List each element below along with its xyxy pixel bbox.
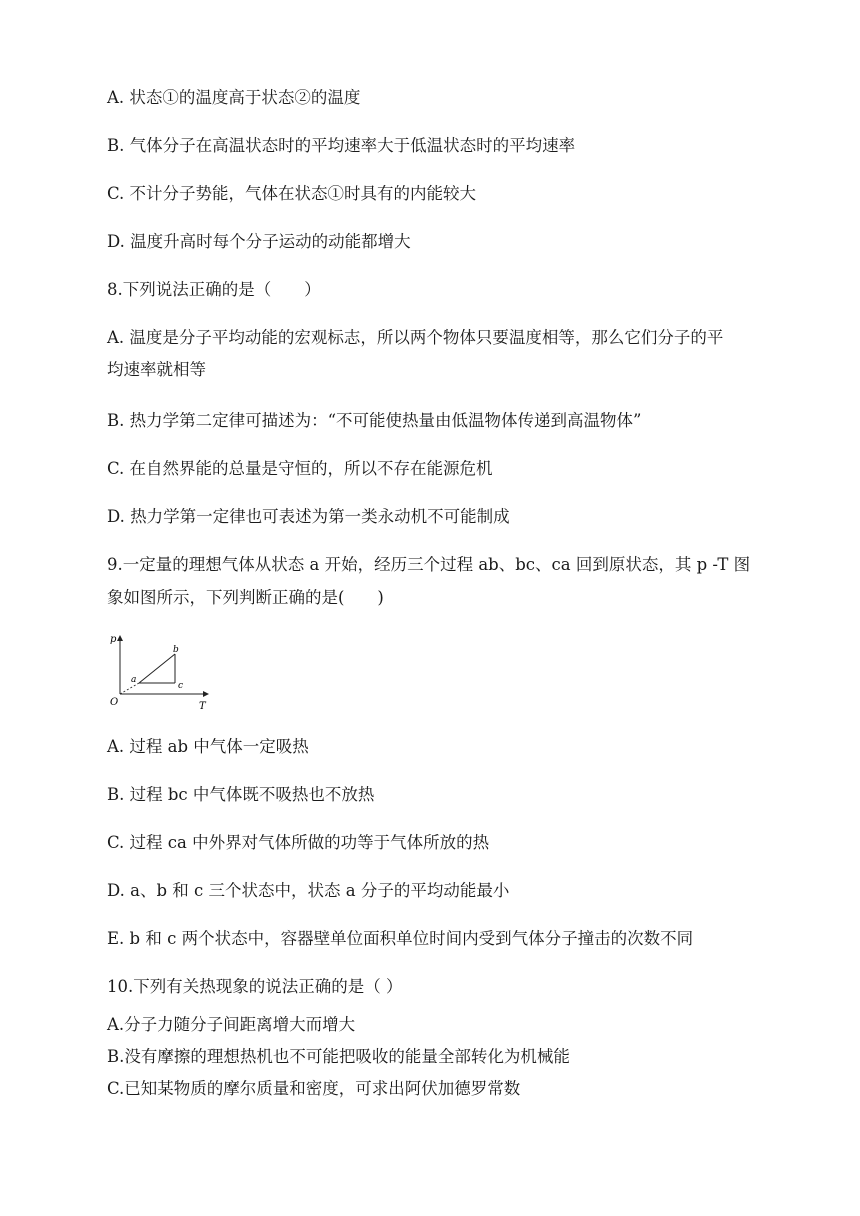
- x-axis-label: T: [199, 701, 206, 712]
- q8-stem: 8.下列说法正确的是（ ）: [107, 280, 321, 299]
- pt-diagram: [100, 630, 215, 712]
- point-b-label: b: [173, 645, 179, 655]
- point-c-label: c: [178, 681, 184, 691]
- point-a-label: a: [131, 675, 137, 685]
- q8-option-b: B. 热力学第二定律可描述为：“不可能使热量由低温物体传递到高温物体”: [107, 411, 642, 430]
- q10-option-b: B.没有摩擦的理想热机也不可能把吸收的能量全部转化为机械能: [107, 1047, 570, 1066]
- q8-option-c: C. 在自然界能的总量是守恒的，所以不存在能源危机: [107, 459, 493, 478]
- q9-option-e: E. b 和 c 两个状态中，容器壁单位面积单位时间内受到气体分子撞击的次数不同: [107, 929, 694, 948]
- q7-option-c: C. 不计分子势能，气体在状态①时具有的内能较大: [107, 184, 477, 203]
- q10-option-c: C.已知某物质的摩尔质量和密度，可求出阿伏加德罗常数: [107, 1079, 521, 1098]
- q8-option-d: D. 热力学第一定律也可表述为第一类永动机不可能制成: [107, 507, 510, 526]
- y-axis-label: p: [110, 634, 117, 645]
- q10-option-a: A.分子力随分子间距离增大而增大: [107, 1015, 356, 1034]
- q7-option-b: B. 气体分子在高温状态时的平均速率大于低温状态时的平均速率: [107, 136, 576, 155]
- q7-option-d: D. 温度升高时每个分子运动的动能都增大: [107, 232, 411, 251]
- process-ab: [139, 654, 175, 683]
- origin-label: O: [110, 697, 119, 708]
- q9-option-d: D. a、b 和 c 三个状态中，状态 a 分子的平均动能最小: [107, 881, 510, 900]
- q9-option-a: A. 过程 ab 中气体一定吸热: [107, 737, 309, 756]
- q10-stem: 10.下列有关热现象的说法正确的是（ ）: [107, 977, 403, 996]
- q8-option-a-line1: A. 温度是分子平均动能的宏观标志，所以两个物体只要温度相等，那么它们分子的平: [107, 328, 724, 347]
- q9-option-c: C. 过程 ca 中外界对气体所做的功等于气体所放的热: [107, 833, 490, 852]
- q9-stem-line2: 象如图所示，下列判断正确的是( ): [107, 588, 384, 607]
- q8-option-a-line2: 均速率就相等: [107, 360, 206, 379]
- q9-stem-line1: 9.一定量的理想气体从状态 a 开始，经历三个过程 ab、bc、ca 回到原状态，其 p -T 图: [107, 555, 751, 574]
- q9-option-b: B. 过程 bc 中气体既不吸热也不放热: [107, 785, 375, 804]
- q7-option-a: A. 状态①的温度高于状态②的温度: [107, 88, 361, 107]
